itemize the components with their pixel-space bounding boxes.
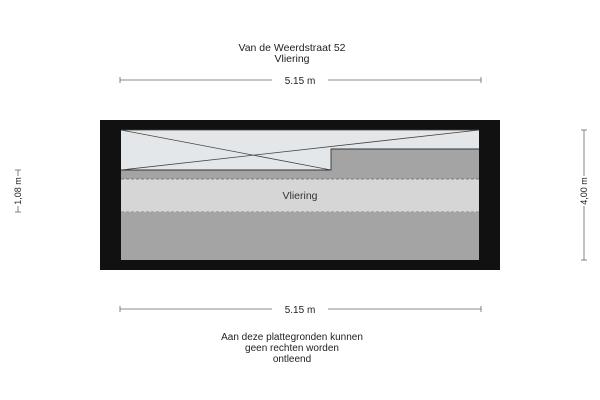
right-height-label: 4,00 m — [579, 177, 589, 205]
address-title: Van de Weerdstraat 52 — [238, 42, 346, 54]
left-height-label: 1,08 m — [13, 177, 23, 205]
floor-dark-lower — [121, 212, 479, 260]
top-width-label: 5.15 m — [284, 76, 316, 87]
disclaimer-line-3: ontleend — [272, 354, 312, 365]
bottom-width-label: 5.15 m — [284, 305, 316, 316]
bottom-dimension — [120, 303, 481, 316]
disclaimer-line-1: Aan deze plattegronden kunnen — [221, 332, 363, 343]
floor-title: Vliering — [274, 53, 310, 65]
top-dimension — [120, 74, 481, 87]
right-dimension — [578, 130, 590, 260]
left-dimension — [12, 170, 24, 212]
disclaimer-line-2: geen rechten worden — [245, 343, 339, 354]
room-label: Vliering — [282, 190, 318, 202]
